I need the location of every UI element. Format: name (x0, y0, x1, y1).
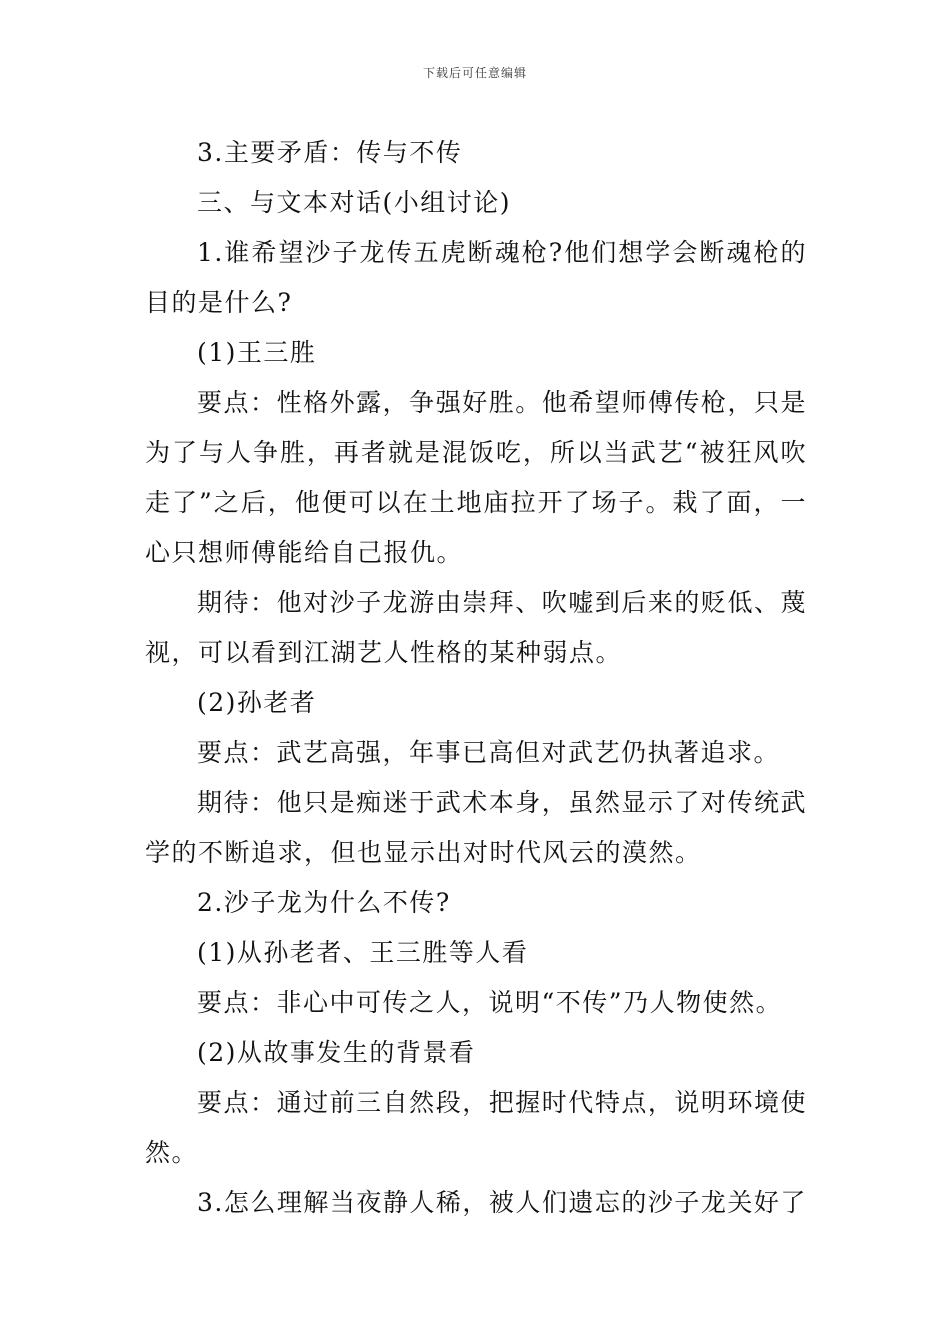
paragraph: 2.沙子龙为什么不传? (197, 888, 451, 917)
paragraph: 要点：武艺高强，年事已高但对武艺仍执著追求。 (197, 738, 781, 767)
paragraph: 期待：他只是痴迷于武术本身，虽然显示了对传统武学的不断追求，但也显示出对时代风云的漠然。 (145, 788, 807, 867)
page-header: 下载后可任意编辑 (422, 66, 527, 80)
paragraph: (1)从孙老者、王三胜等人看 (197, 938, 529, 967)
document-body (145, 128, 807, 1228)
paragraph: 3.怎么理解当夜静人稀，被人们遗忘的沙子龙关好了 (197, 1188, 807, 1217)
paragraph: 三、与文本对话(小组讨论) (197, 188, 512, 217)
paragraph: 要点：性格外露，争强好胜。他希望师傅传枪，只是为了与人争胜，再者就是混饭吃，所以当武艺“被狂风吹走了”之后，他便可以在土地庙拉开了场子。栽了面，一心只想师傅能给自己报仇。 (145, 388, 807, 567)
paragraph: 3.主要矛盾：传与不传 (197, 138, 463, 167)
paragraph: (2)从故事发生的背景看 (197, 1038, 476, 1067)
paragraph: 要点：非心中可传之人，说明“不传”乃人物使然。 (197, 988, 783, 1017)
paragraph: 期待：他对沙子龙游由崇拜、吹嘘到后来的贬低、蔑视，可以看到江湖艺人性格的某种弱点。 (145, 588, 807, 667)
paragraph: 1.谁希望沙子龙传五虎断魂枪?他们想学会断魂枪的目的是什么? (145, 238, 807, 317)
paragraph: (1)王三胜 (197, 338, 317, 367)
paragraph: (2)孙老者 (197, 688, 317, 717)
paragraph: 要点：通过前三自然段，把握时代特点，说明环境使然。 (145, 1088, 807, 1167)
